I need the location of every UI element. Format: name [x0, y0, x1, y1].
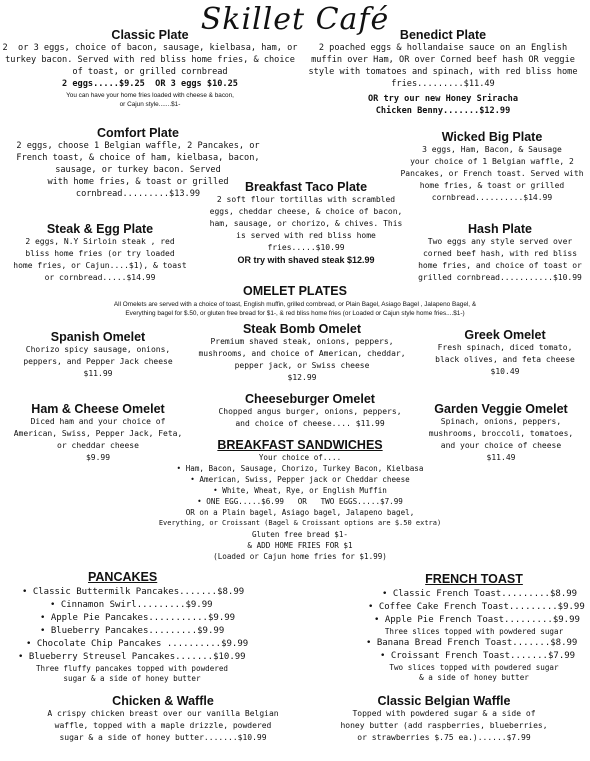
- bullet-icon: •: [190, 475, 200, 484]
- spanish-omelet-desc: Chorizo spicy sausage, onions, peppers, and Pepper Jack cheese $11.99: [23, 345, 173, 378]
- breakfast-sandwiches-options: [150, 463, 450, 507]
- hash-plate-section: [410, 222, 590, 284]
- steak-egg-heading: Steak & Egg Plate: [46, 222, 154, 236]
- bullet-icon: •: [213, 486, 223, 495]
- classic-belgian-waffle-heading: Classic Belgian Waffle: [377, 694, 511, 708]
- french-toast-note-1: Three slices topped with powdered sugar: [384, 627, 564, 636]
- omelet-plates-section: [0, 284, 590, 318]
- greek-omelet-heading: Greek Omelet: [464, 328, 546, 342]
- bullet-icon: •: [176, 464, 186, 473]
- chicken-waffle-desc: A crispy chicken breast over our vanilla Belgian waffle, topped with a maple drizzle, powdered sugar & a side of honey butter.......$10.99: [47, 709, 279, 742]
- spanish-omelet-section: [0, 330, 196, 380]
- sandwich-option: ONE EGG.....$6.99 OR TWO EGGS.....$7.99: [206, 497, 403, 506]
- pancakes-note: Three fluffy pancakes topped with powdered sugar & a side of honey butter: [35, 664, 229, 683]
- menu-item: • Classic Buttermilk Pancakes.......$8.99: [12, 586, 252, 599]
- benedict-plate-heading: Benedict Plate: [399, 28, 487, 42]
- steak-egg-desc: 2 eggs, N.Y Sirloin steak , red bliss home fries (or try loaded home fries, or Cajun....$1), & toast or cornbread.....$14.99: [13, 237, 187, 282]
- garden-veggie-omelet-heading: Garden Veggie Omelet: [434, 402, 568, 416]
- classic-belgian-waffle-desc: Topped with powdered sugar & a side of honey butter (add raspberries, blueberries, or strawberries $.75 ea.)......$7.99: [340, 709, 548, 742]
- french-toast-note-2: Two slices topped with powdered sugar & a side of honey butter: [389, 663, 559, 682]
- garden-veggie-omelet-desc: Spinach, onions, peppers, mushrooms, broccoli, tomatoes, and your choice of cheese $11.49: [428, 417, 574, 462]
- breakfast-sandwiches-section: [150, 438, 450, 562]
- wicked-big-plate-heading: Wicked Big Plate: [441, 130, 543, 144]
- menu-item: • Croissant French Toast.......$7.99: [360, 650, 588, 663]
- ham-cheese-omelet-heading: Ham & Cheese Omelet: [31, 402, 165, 416]
- menu-item: • Blueberry Streusel Pancakes.......$10.99: [12, 651, 252, 664]
- menu-item: • Chocolate Chip Pancakes ..........$9.99: [12, 638, 252, 651]
- pancakes-section: [12, 570, 252, 684]
- steak-bomb-section: [190, 322, 414, 384]
- bullet-icon: •: [197, 497, 207, 506]
- classic-belgian-waffle-section: [318, 694, 570, 744]
- benedict-plate-extra: OR try our new Honey Sriracha Chicken Benny.......$12.99: [367, 94, 519, 116]
- classic-plate-note: You can have your home fries loaded with cheese & bacon, or Cajun style.......$1-: [66, 92, 234, 108]
- hash-plate-heading: Hash Plate: [468, 222, 532, 236]
- cheeseburger-omelet-desc: Chopped angus burger, onions, peppers, and choice of cheese.... $11.99: [218, 407, 402, 428]
- menu-item: • Banana Bread French Toast.......$8.99: [360, 637, 588, 650]
- steak-bomb-heading: Steak Bomb Omelet: [242, 322, 362, 336]
- benedict-plate-section: [296, 28, 590, 117]
- cheeseburger-omelet-section: [198, 392, 422, 430]
- steak-egg-section: [0, 222, 200, 284]
- ham-cheese-omelet-desc: Diced ham and your choice of American, Swiss, Pepper Jack, Feta, or cheddar cheese $9.99: [13, 417, 183, 462]
- hash-plate-desc: Two eggs any style served over corned beef hash, with red bliss home fries, and choice of toast or grilled cornbread...........$10.99: [418, 237, 582, 282]
- menu-item: • Apple Pie French Toast.........$9.99: [360, 614, 588, 627]
- french-toast-list-2: [360, 637, 588, 663]
- breakfast-taco-heading: Breakfast Taco Plate: [244, 180, 368, 194]
- menu-item: • Blueberry Pancakes.........$9.99: [12, 625, 252, 638]
- sandwich-option: Ham, Bacon, Sausage, Chorizo, Turkey Bacon, Kielbasa: [185, 464, 424, 473]
- chicken-waffle-section: [36, 694, 290, 744]
- classic-plate-heading: Classic Plate: [111, 28, 189, 42]
- pancakes-heading: PANCAKES: [88, 570, 158, 584]
- classic-plate-desc: 2 or 3 eggs, choice of bacon, sausage, kielbasa, ham, or turkey bacon. Served with red bliss home fries, & choice of toast, or grilled cornbread: [2, 43, 298, 77]
- omelet-plates-note: All Omelets are served with a choice of toast, English muffin, grilled cornbread, or Plain Bagel, Asiago Bagel , Jalapeno Bagel, & Everything bagel for $.50, or gluten free bread for $1-, & red bliss home fries (or Loaded or Cajun style home fries....$1-): [113, 301, 477, 317]
- french-toast-heading: FRENCH TOAST: [425, 572, 523, 586]
- pancakes-list: [12, 586, 252, 664]
- breakfast-taco-section: [196, 180, 416, 266]
- menu-item: • Classic French Toast.........$8.99: [360, 588, 588, 601]
- comfort-plate-heading: Comfort Plate: [97, 126, 179, 140]
- chicken-waffle-heading: Chicken & Waffle: [112, 694, 214, 708]
- classic-plate-price: 2 eggs.....$9.25 OR 3 eggs $10.25: [62, 79, 238, 89]
- steak-bomb-desc: Premium shaved steak, onions, peppers, mushrooms, and choice of American, cheddar, pepper jack, or Swiss cheese $12.99: [198, 337, 406, 382]
- wicked-big-plate-desc: 3 eggs, Ham, Bacon, & Sausage your choice of 1 Belgian waffle, 2 Pancakes, or French toast. Served with home fries, & toast or grilled cornbread..........$14.99: [400, 145, 584, 202]
- comfort-plate-desc: 2 eggs, choose 1 Belgian waffle, 2 Pancakes, or French toast, & choice of ham, kielbasa, bacon, sausage, or turkey bacon. Served with home fries, & toast or grilled cornbread.........$13.99: [16, 141, 260, 199]
- french-toast-list: [360, 588, 588, 627]
- sandwich-option: American, Swiss, Pepper jack or Cheddar cheese: [199, 475, 410, 484]
- cheeseburger-omelet-heading: Cheeseburger Omelet: [245, 392, 375, 406]
- classic-plate-section: [0, 28, 300, 109]
- menu-item: • Coffee Cake French Toast.........$9.99: [360, 601, 588, 614]
- french-toast-section: [360, 572, 588, 683]
- breakfast-sandwiches-extras: OR on a Plain bagel, Asiago bagel, Jalapeno bagel, Everything, or Croissant (Bagel & Croissant options are $.50 extra) Gluten free bread $1- & ADD HOME FRIES FOR $1 (Loaded or Cajun home fries for $1.99): [158, 508, 442, 561]
- wicked-big-plate-section: [394, 130, 590, 204]
- menu-item: • Cinnamon Swirl.........$9.99: [12, 599, 252, 612]
- breakfast-taco-extra: OR try with shaved steak $12.99: [237, 255, 375, 265]
- benedict-plate-desc: 2 poached eggs & hollandaise sauce on an English muffin over Ham, OR over Corned beef hash OR veggie style with tomatoes and spinach, with red bliss home fries.........$11.49: [308, 43, 578, 89]
- breakfast-sandwiches-choice: Your choice of....: [258, 453, 342, 462]
- greek-omelet-section: [420, 328, 590, 378]
- menu-item: • Apple Pie Pancakes...........$9.99: [12, 612, 252, 625]
- greek-omelet-desc: Fresh spinach, diced tomato, black olives, and feta cheese $10.49: [435, 343, 575, 376]
- menu-title: Skillet Café: [200, 2, 390, 37]
- breakfast-sandwiches-heading: BREAKFAST SANDWICHES: [217, 438, 383, 452]
- omelet-plates-heading: OMELET PLATES: [243, 284, 347, 298]
- spanish-omelet-heading: Spanish Omelet: [50, 330, 146, 344]
- sandwich-option: White, Wheat, Rye, or English Muffin: [222, 486, 387, 495]
- breakfast-taco-desc: 2 soft flour tortillas with scrambled eggs, cheddar cheese, & choice of bacon, ham, sausage, or chorizo, & chives. This is served with red bliss home fries.....$10.99: [209, 195, 403, 252]
